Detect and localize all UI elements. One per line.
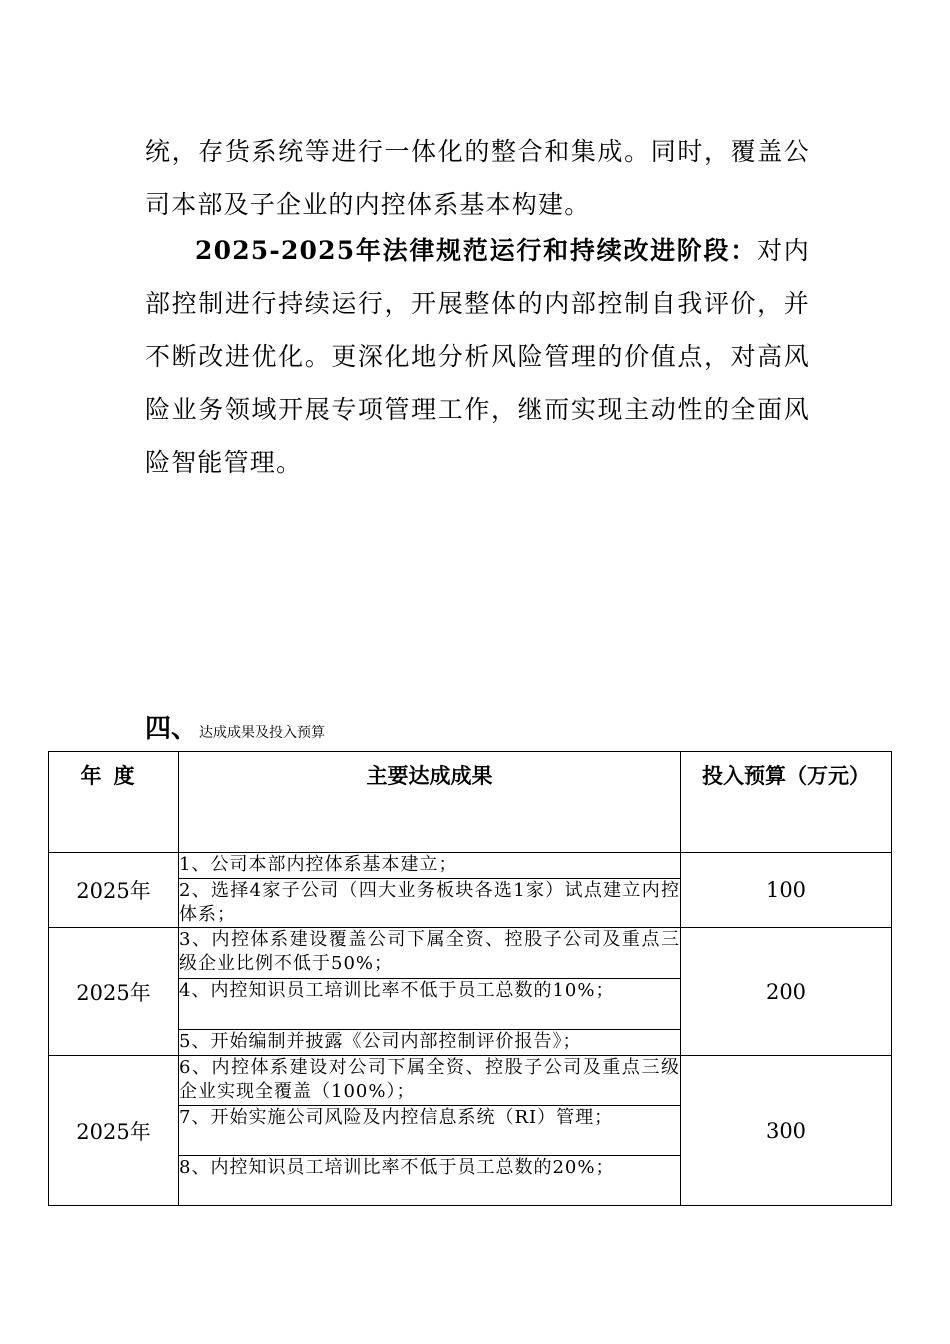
budget-cell: 100 [681,853,892,928]
paragraph-stage-description [145,224,810,489]
results-budget-table [48,751,892,1206]
header-year: 年度 [49,752,179,853]
result-item: 1、公司本部内控体系基本建立； [179,853,681,879]
year-cell: 2025年 [49,1056,179,1206]
result-item: 7、开始实施公司风险及内控信息系统（RI）管理； [179,1106,681,1156]
header-main-results: 主要达成成果 [179,752,681,853]
section-number: 四、 [145,714,198,744]
budget-cell: 300 [681,1056,892,1206]
year-cell: 2025年 [49,853,179,928]
budget-cell: 200 [681,928,892,1056]
table-header-row [49,752,892,853]
table-row [49,853,892,879]
section-title: 达成成果及投入预算 [199,725,326,741]
result-item: 6、内控体系建设对公司下属全资、控股子公司及重点三级企业实现全覆盖（100%）； [179,1056,681,1106]
paragraph-continuation: 统，存货系统等进行一体化的整合和集成。同时，覆盖公司本部及子企业的内控体系基本构建。 [145,137,810,219]
header-budget: 投入预算（万元） [681,752,892,853]
result-item: 3、内控体系建设覆盖公司下属全资、控股子公司及重点三级企业比例不低于50%； [179,928,681,979]
stage-heading: 2025-2025年法律规范运行和持续改进阶段： [195,236,758,265]
result-item: 8、内控知识员工培训比率不低于员工总数的20%； [179,1156,681,1206]
table-row [49,928,892,979]
result-item: 5、开始编制并披露《公司内部控制评价报告》； [179,1030,681,1056]
table-row [49,1056,892,1106]
result-item: 2、选择4家子公司（四大业务板块各选1家）试点建立内控体系； [179,879,681,928]
result-item: 4、内控知识员工培训比率不低于员工总数的10%； [179,979,681,1030]
section-heading [145,708,325,745]
stage-text: 对内部控制进行持续运行，开展整体的内部控制自我评价，并不断改进优化。更深化地分析风险管理的价值点，对高风险业务领域开展专项管理工作，继而实现主动性的全面风险智能管理。 [145,236,810,477]
year-cell: 2025年 [49,928,179,1056]
